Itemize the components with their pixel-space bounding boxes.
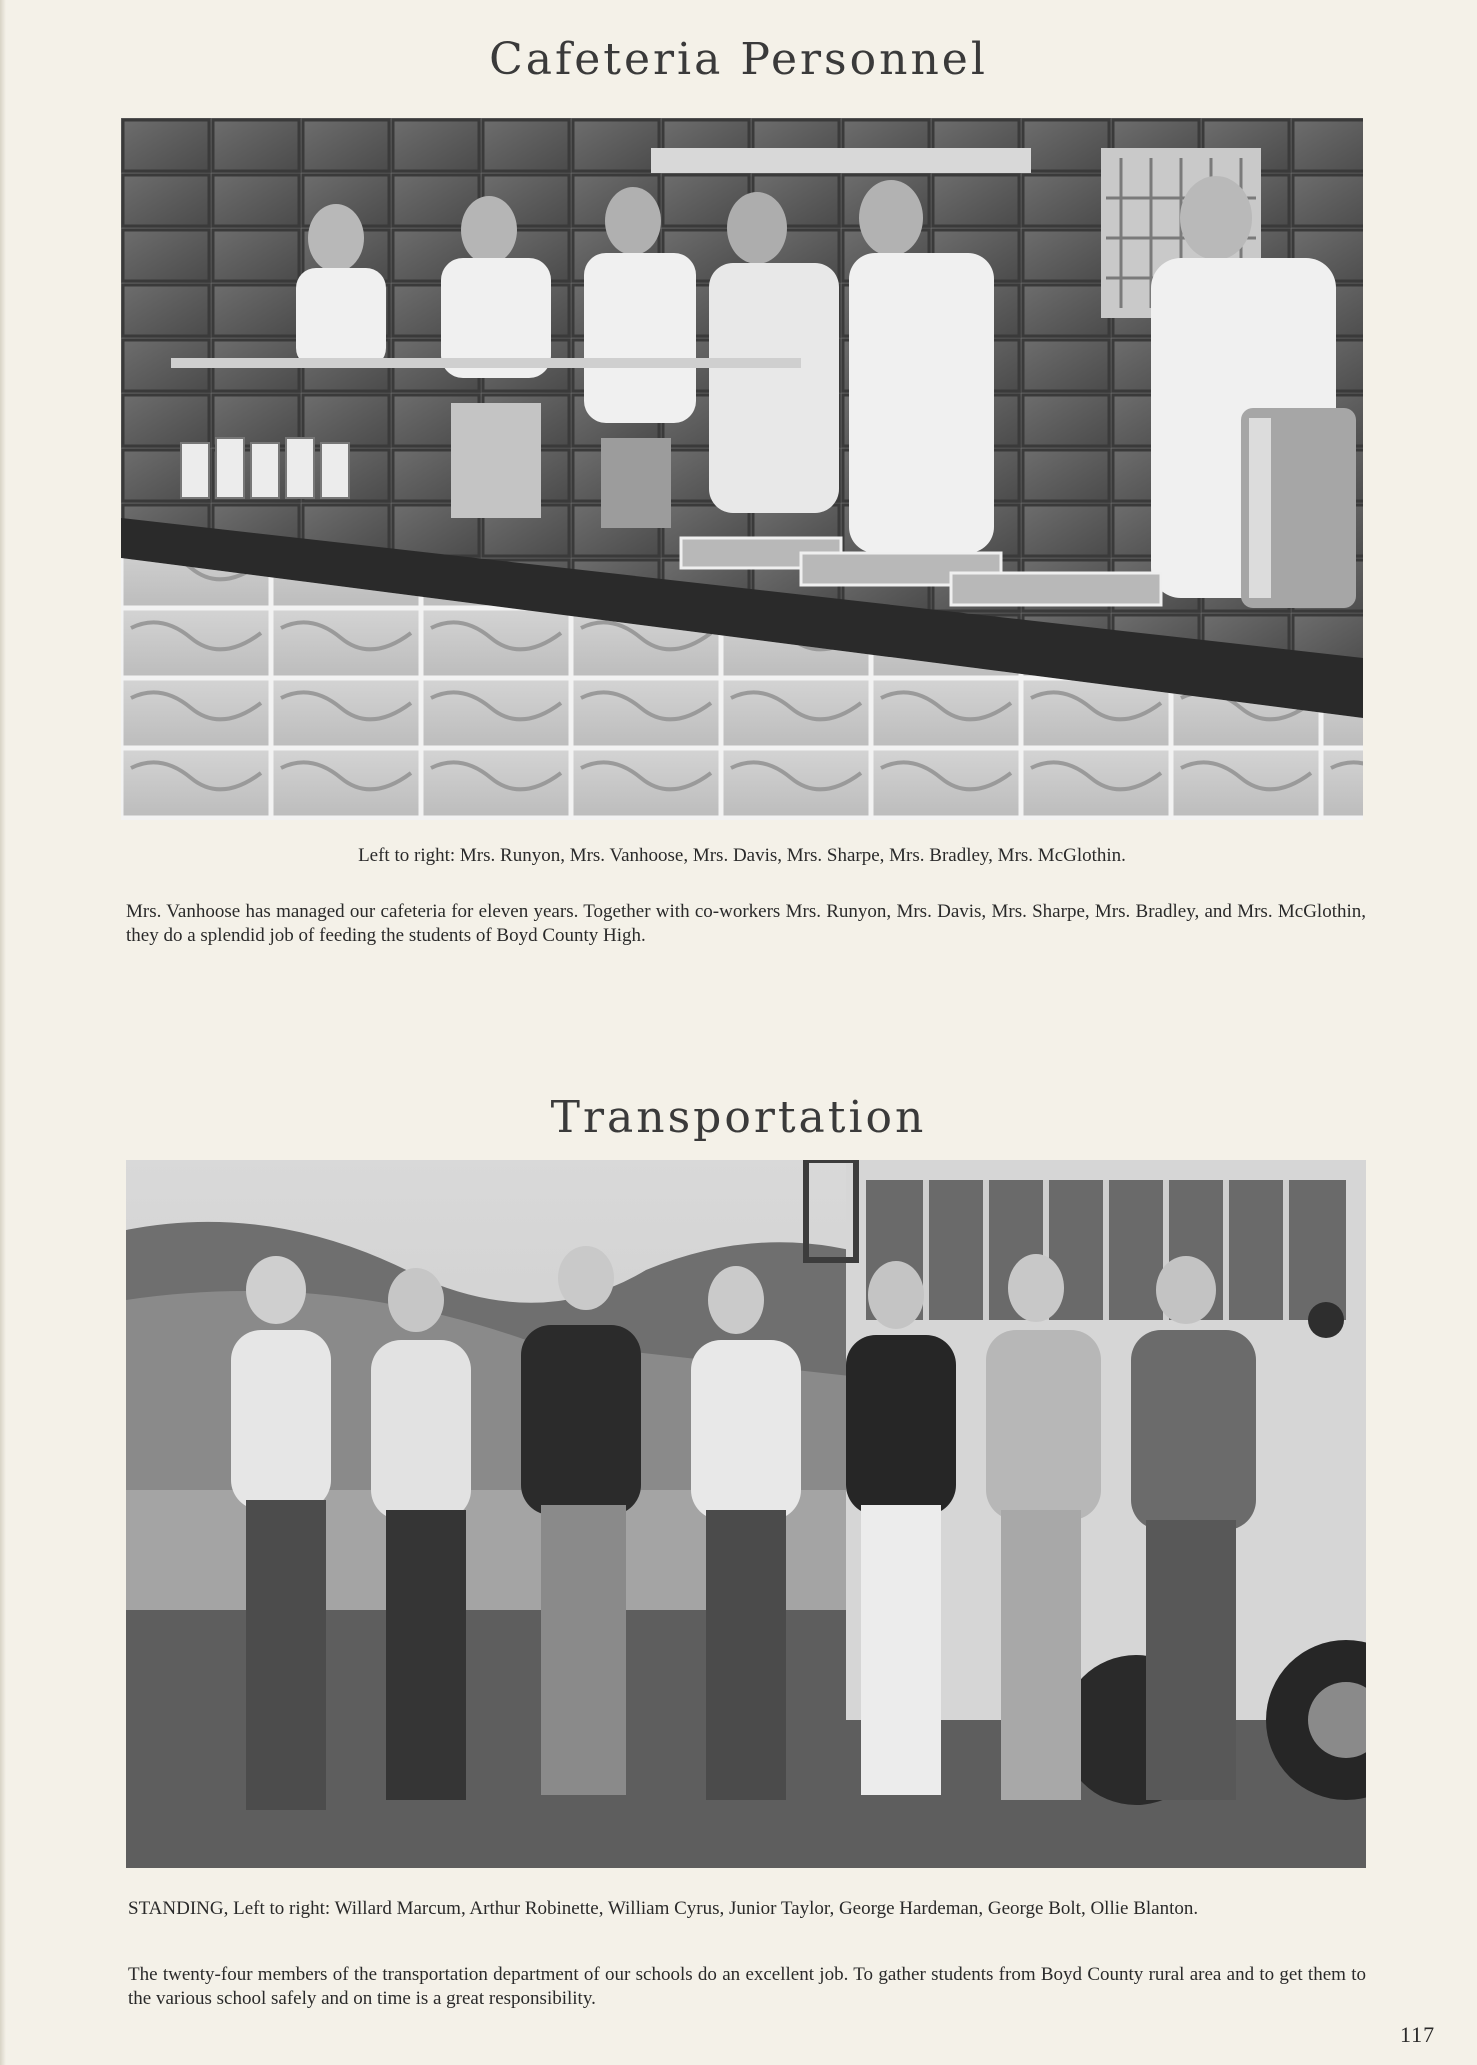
transportation-section-title: Transportation: [550, 1092, 927, 1143]
page-binding-edge: [0, 0, 6, 2065]
page-number: 117: [1400, 2022, 1436, 2047]
transportation-description: The twenty-four members of the transportation department of our schools do an excellent job. To gather students from Boyd County rural area and to get them to the various school safely and on time is a great responsibility.: [128, 1964, 1366, 2009]
cafeteria-photo-caption: Left to right: Mrs. Runyon, Mrs. Vanhoose, Mrs. Davis, Mrs. Sharpe, Mrs. Bradley, Mrs. McGlothin.: [358, 845, 1126, 866]
transportation-photo-caption: STANDING, Left to right: Willard Marcum, Arthur Robinette, William Cyrus, Junior Taylor, George Hardeman, George Bolt, Ollie Blanton.: [128, 1898, 1199, 1919]
cafeteria-description: Mrs. Vanhoose has managed our cafeteria for eleven years. Together with co-workers Mrs. Runyon, Mrs. Davis, Mrs. Sharpe, Mrs. Bradley, and Mrs. McGlothin, they do a splendid job of feeding the students of Boyd County High.: [126, 901, 1366, 946]
transportation-staff-photo: [126, 1160, 1366, 1868]
cafeteria-staff-photo: [121, 118, 1363, 820]
cafeteria-section-title: Cafeteria Personnel: [489, 34, 988, 85]
